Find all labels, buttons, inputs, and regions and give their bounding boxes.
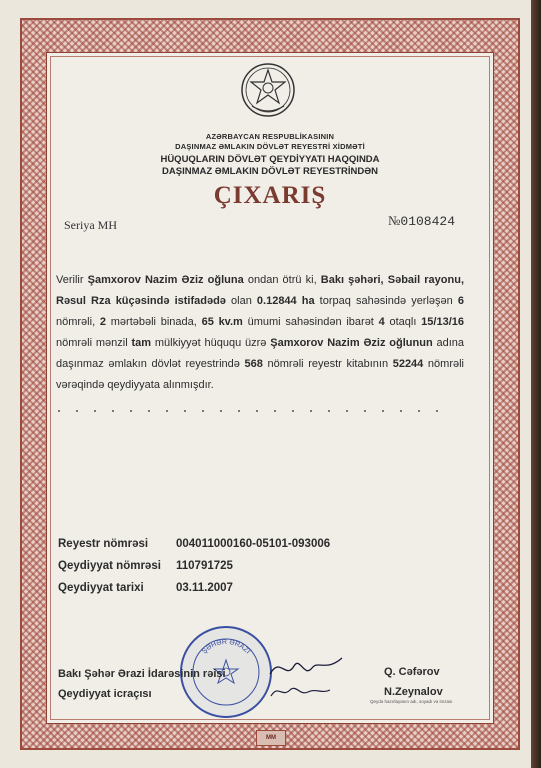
- registration-number-label: Qeydiyyat nömrəsi: [58, 560, 161, 572]
- number-sign: №: [388, 213, 401, 228]
- registrar-name: N.Zeynalov: [384, 686, 443, 698]
- certificate-text: [56, 270, 464, 396]
- text-segment: olan: [225, 295, 257, 307]
- registrar-signature-label: Qeydiyyat icraçısı: [58, 688, 152, 700]
- text-segment: nömrəli reyestr kitabının: [262, 358, 393, 370]
- room-count: 4: [378, 316, 385, 328]
- stamp-text: ŞƏHƏR ƏRAZİ: [201, 638, 252, 656]
- registrar-signature-icon: [268, 680, 334, 702]
- signature-footnote: Qeydə hazırlayanın adı, soyadı və imzası: [370, 699, 453, 704]
- text-segment: nömrəli,: [56, 316, 100, 328]
- registry-number-value: 004011000160-05101-093006: [176, 538, 331, 550]
- registration-date-value: 03.11.2007: [176, 582, 233, 594]
- land-area: 0.12844 ha: [256, 295, 315, 307]
- dotted-separator: [58, 410, 448, 412]
- total-area: 65 kv.m: [201, 316, 243, 328]
- owner-name: Şamxorov Nazim Əziz oğluna: [87, 274, 244, 286]
- document-title: ÇIXARIŞ: [213, 182, 327, 209]
- registry-book-number: 568: [244, 358, 263, 370]
- floor-count: 2: [99, 316, 106, 328]
- header-registry: DAŞINMAZ ƏMLAKIN DÖVLƏT REYESTRİNDƏN: [162, 166, 378, 177]
- header-service: DAŞINMAZ ƏMLAKIN DÖVLƏT REYESTRİ XİDMƏTİ: [175, 142, 365, 151]
- registry-sheet-number: 52244: [392, 358, 424, 370]
- header-republic: AZƏRBAYCAN RESPUBLİKASININ: [205, 132, 335, 141]
- property-address: Bakı şəhəri, Səbail rayonu, Rəsul Rza küçəsində istifadədə: [56, 274, 464, 307]
- text-segment: mərtəbəli binada,: [106, 316, 202, 328]
- chief-name: Q. Cəfərov: [384, 666, 440, 678]
- building-number: 6: [457, 295, 464, 307]
- text-segment: Verilir: [56, 274, 88, 286]
- text-segment: ümumi sahəsindən ibarət: [242, 316, 379, 328]
- registration-number-value: 110791725: [176, 560, 233, 572]
- chief-signature-icon: [266, 652, 346, 682]
- text-segment: adına daşınmaz əmlakın dövlət reyestrində: [56, 337, 465, 370]
- state-emblem-icon: [240, 62, 296, 118]
- owner-name-genitive: Şamxorov Nazim Əziz oğlunun: [270, 337, 433, 349]
- registry-number-label: Reyestr nömrəsi: [58, 538, 149, 550]
- text-segment: nömrəli mənzil: [56, 337, 132, 349]
- text-segment: torpaq sahəsində yerləşən: [314, 295, 458, 307]
- text-segment: mülkiyyət hüququ üzrə: [151, 337, 271, 349]
- text-segment: nömrəli vərəqində qeydiyyata alınmışdır.: [56, 358, 464, 391]
- chief-signature-label: Bakı Şəhər Ərazi İdarəsinin rəisi: [58, 668, 226, 680]
- page-edge: [531, 0, 541, 768]
- watermark-badge: MM: [256, 730, 286, 746]
- text-segment: otaqlı: [384, 316, 422, 328]
- series-label: Seriya MH: [64, 218, 117, 232]
- number-value: 0108424: [400, 214, 456, 229]
- apartment-number: 15/13/16: [421, 316, 464, 328]
- ownership-type: tam: [131, 337, 152, 349]
- header-registration: HÜQUQLARIN DÖVLƏT QEYDİYYATI HAQQINDA: [160, 154, 380, 165]
- document-number: [388, 213, 455, 229]
- text-segment: ondan ötrü ki,: [243, 274, 321, 286]
- registration-date-label: Qeydiyyat tarixi: [58, 582, 144, 594]
